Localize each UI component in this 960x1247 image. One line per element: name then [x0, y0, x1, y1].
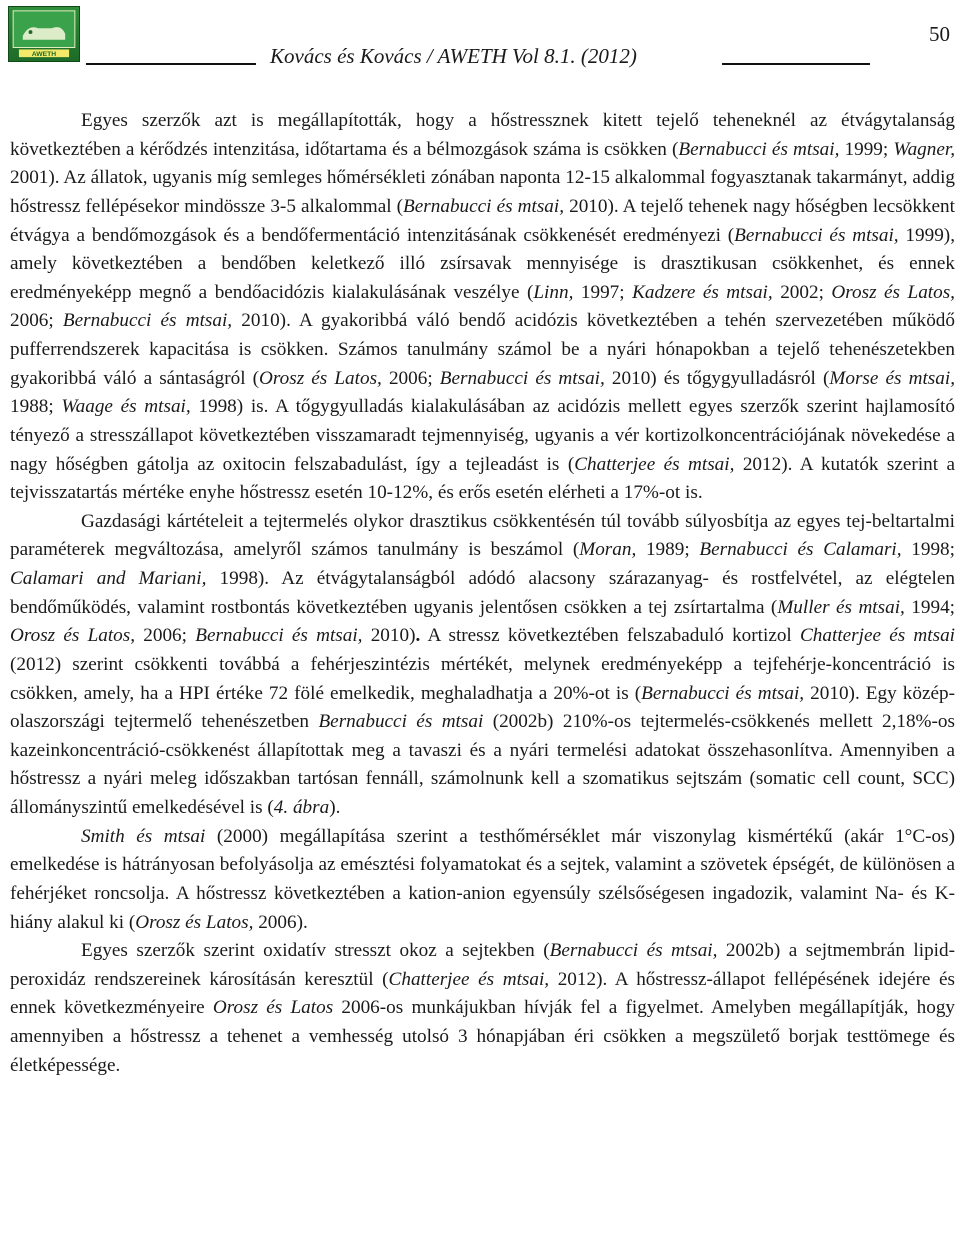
- body-text-run: 1994;: [904, 596, 955, 618]
- citation-text: Morse és mtsai,: [829, 367, 955, 389]
- paragraph-3: [10, 823, 955, 938]
- citation-text: Wagner,: [893, 138, 955, 160]
- body-text-run: 2006;: [381, 367, 440, 389]
- body-text-run: Egyes szerzők szerint oxidatív stresszt okoz a sejtekben (: [81, 940, 550, 962]
- article-body: [10, 107, 955, 1080]
- body-text-run: ).: [329, 797, 341, 818]
- body-text-run: 2010): [362, 625, 416, 647]
- body-text-run: 2012). A kutatók szerint a tejvisszatartás mértéke enyhe hőstressz esetén 10-12%, és erős esetén elérheti a 17%-ot is.: [10, 453, 956, 504]
- citation-text: Bernabucci és mtsai,: [195, 625, 363, 647]
- header-rule-right: [722, 63, 870, 65]
- paragraph-4: [10, 937, 955, 1080]
- citation-text: Smith és mtsai: [81, 825, 206, 847]
- page-number: 50: [929, 22, 950, 46]
- body-text-run: 2006).: [253, 911, 308, 933]
- body-text-run: 2010). Egy közép-olaszországi tejtermelő tehenészetben: [10, 682, 955, 733]
- body-text-run: 2001). Az állatok, ugyanis míg semleges hőmérsékleti zónában naponta 12-15 alkalommal fogyasztanak takarmányt, addig hőstressz fellépésekor mindössze 3-5 alkalommal (: [10, 167, 955, 217]
- paragraph-1: [10, 107, 955, 508]
- body-text-run: 1989;: [636, 539, 700, 561]
- body-text-run: 1998;: [901, 539, 955, 561]
- citation-text: Bernabucci és mtsai,: [62, 310, 233, 332]
- body-text-run: 1999;: [839, 138, 894, 160]
- body-text-run: 1988;: [10, 396, 62, 418]
- citation-text: Bernabucci és mtsai,: [641, 682, 805, 704]
- citation-text: Bernabucci és mtsai,: [678, 138, 840, 160]
- body-text-run: (2002b) 210%-os tejtermelés-csökkenés mellett 2,18%-os kazeinkoncentráció-csökkenést állapítottak meg a tavaszi és a nyári termelési adatokat összehasonlítva. Amennyiben a hőstressz a nyári meleg időszakban tartósan fennáll, számolnunk kell a szomatikus sejtszám (somatic cell count, SCC) állományszintű emelkedésével is (: [10, 711, 955, 818]
- body-text-run: 1998) is. A tőgygyulladás kialakulásában az acidózis mellett egyes szerzők szerint hajlamosító tényező a stresszállapot következtében visszamaradt tejmennyiség, ugyanis a vér kortizolkoncentrációjának növekedése a nagy hőségben gátolja az oxitocin felszabadulást, így a tejleadást is (: [10, 396, 955, 475]
- citation-text: 4. ábra: [273, 797, 330, 818]
- body-text-run: 2006;: [10, 310, 63, 332]
- citation-text: Orosz és Latos,: [135, 911, 254, 933]
- body-text-run: 2010). A tejelő tehenek nagy hőségben lecsökkent étvágya a bendőmozgások és a bendőfermentáció intenzitásának csökkenését eredményezi (: [10, 195, 955, 246]
- citation-text: Bernabucci és mtsai,: [403, 195, 565, 217]
- citation-text: Muller és mtsai,: [777, 596, 905, 618]
- citation-text: Moran,: [579, 539, 637, 561]
- body-text-run: 2012). A hőstressz-állapot fellépésének idejére és ennek következményeire: [10, 968, 956, 1019]
- citation-text: Kadzere és mtsai,: [632, 281, 773, 303]
- body-text-run: 1998). Az étvágytalanságból adódó alacsony szárazanyag- és rostfelvétel, az elégtelen bendőműködés, valamint rostbontás következtében ugyanis jelentősen csökken a tej zsírtartalma (: [10, 568, 955, 618]
- citation-text: Chatterjee és mtsai: [800, 625, 956, 647]
- body-text-run: 2002b) a sejtmembrán lipid-peroxidáz rendszereinek károsításán keresztül (: [10, 940, 955, 990]
- citation-text: Orosz és Latos,: [831, 281, 955, 303]
- citation-text: Bernabucci és mtsai,: [439, 367, 605, 389]
- body-text-run: (2000) megállapítása szerint a testhőmérséklet már viszonylag kismértékű (akár 1°C-os) emelkedése is hátrányosan befolyásolja az emésztési folyamatokat és a sejtek, valamint a szövetek épségét, de különösen a fehérjéket roncsolja. A hőstressz következtében a kation-anion egyensúly szélsőségesen ingadozik, valamint Na- és K-hiány alakul ki (: [10, 825, 955, 933]
- paragraph-2: [10, 508, 955, 823]
- logo-label: AWETH: [31, 51, 57, 59]
- body-text-run: 2010) és tőgygyulladásról (: [604, 367, 830, 389]
- citation-text: Orosz és Latos: [212, 997, 334, 1019]
- body-text-run: (2012) szerint csökkenti továbbá a fehérjeszintézis mértékét, melynek eredményeképp a tejfehérje-koncentráció is csökken, amely, ha a HPI értéke 72 fölé emelkedik, meghaladhatja a 20%-ot is (: [10, 653, 955, 704]
- citation-text: Bernabucci és mtsai,: [549, 940, 718, 962]
- citation-text: Chatterjee és mtsai,: [574, 453, 735, 475]
- cattle-logo-icon: [9, 7, 79, 61]
- running-header: Kovács és Kovács / AWETH Vol 8.1. (2012): [270, 44, 637, 68]
- body-text-run: 1997;: [573, 281, 633, 303]
- body-text-run: 1999), amely következtében a bendőben keletkező illó zsírsavak mennyisége is drasztikusan csökkenhet, és ennek eredményeképp megnő a bendőacidózis kialakulásának veszélye (: [10, 224, 955, 303]
- body-text-run: Egyes szerzők azt is megállapították, hogy a hőstressznek kitett tejelő teheneknél az étvágytalanság következtében a kérődzés intenzitása, időtartama és a bélmozgások száma is csökken (: [10, 110, 955, 160]
- header-rule-left: [86, 63, 256, 65]
- body-text-run: .: [415, 625, 421, 647]
- body-text-run: Gazdasági kártételeit a tejtermelés olykor drasztikus csökkentésén túl tovább súlyosbítja az egyes tej-beltartalmi paraméterek megváltozása, amelyről számos tanulmány is beszámol (: [10, 510, 955, 561]
- citation-text: Linn,: [533, 281, 574, 303]
- citation-text: Orosz és Latos,: [259, 367, 382, 389]
- citation-text: Bernabucci és Calamari,: [699, 539, 902, 561]
- body-text-run: A stressz következtében felszabaduló kortizol: [420, 625, 800, 647]
- journal-logo: [8, 6, 80, 62]
- citation-text: Calamari and Mariani,: [10, 568, 207, 589]
- body-text-run: 2002;: [772, 281, 832, 303]
- citation-text: Bernabucci és mtsai,: [734, 224, 899, 246]
- citation-text: Chatterjee és mtsai,: [388, 968, 550, 990]
- citation-text: Orosz és Latos,: [10, 625, 136, 647]
- citation-text: Bernabucci és mtsai: [318, 711, 484, 733]
- citation-text: Waage és mtsai,: [61, 396, 191, 418]
- body-text-run: 2010). A gyakoribbá váló bendő acidózis következtében a tehén szervezetében működő pufferrendszerek kapacitása is csökken. Számos tanulmány számol be a nyári hónapokban a tejelő tehenészetekben gyakoribbá váló a sántaságról (: [10, 310, 955, 389]
- body-text-run: 2006;: [135, 625, 196, 647]
- body-text-run: 2006-os munkájukban hívják fel a figyelmet. Amelyben megállapítják, hogy amennyiben a hőstressz a tehenet a vemhesség utolsó 3 hónapjában éri csökken a megszülető borjak testtömege és életképessége.: [10, 997, 956, 1076]
